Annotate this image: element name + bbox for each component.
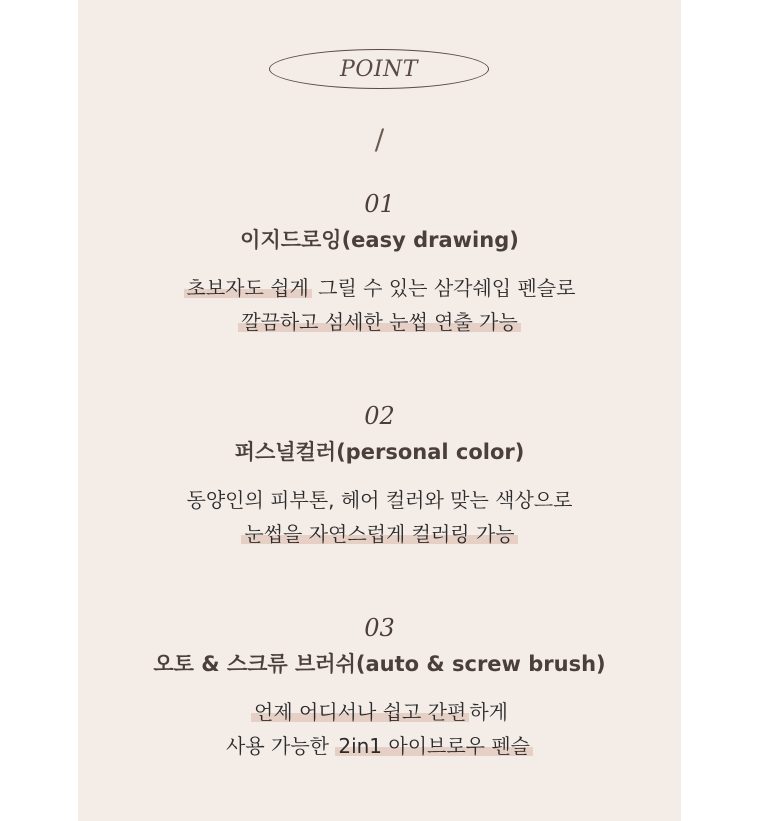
highlight: 눈썹을 자연스럽게 컬러링 가능	[241, 522, 517, 546]
point-number: 01	[364, 190, 395, 218]
point-title: 이지드로잉(easy drawing)	[240, 228, 519, 252]
point-description	[78, 271, 681, 339]
description-line-1: 동양인의 피부톤, 헤어 컬러와 맞는 색상으로	[186, 488, 573, 512]
point-item-03	[78, 613, 681, 763]
description-line-1: 초보자도 쉽게 그릴 수 있는 삼각쉐입 펜슬로	[78, 271, 681, 305]
description-line-2	[78, 517, 681, 551]
point-title: 퍼스널컬러(personal color)	[234, 440, 525, 464]
highlight: 초보자도 쉽게	[184, 276, 312, 300]
highlight: 언제 어디서나 쉽고 간편	[251, 700, 469, 724]
point-badge: POINT	[269, 49, 489, 89]
description-line-2: 사용 가능한 2in1 아이브로우 펜슬	[78, 729, 681, 763]
description-line-2	[78, 305, 681, 339]
point-panel	[78, 0, 681, 821]
point-description	[78, 483, 681, 551]
point-description	[78, 695, 681, 763]
point-number: 03	[364, 614, 395, 642]
point-item-01	[78, 189, 681, 339]
point-title: 오토 & 스크류 브러쉬(auto & screw brush)	[153, 652, 606, 676]
highlight: 깔끔하고 섬세한 눈썹 연출 가능	[238, 310, 521, 334]
divider-slash: /	[374, 123, 385, 156]
description-line-1: 언제 어디서나 쉽고 간편 하게	[78, 695, 681, 729]
point-item-02	[78, 401, 681, 551]
highlight: 2in1 아이브로우 펜슬	[335, 734, 533, 758]
point-number: 02	[364, 402, 395, 430]
